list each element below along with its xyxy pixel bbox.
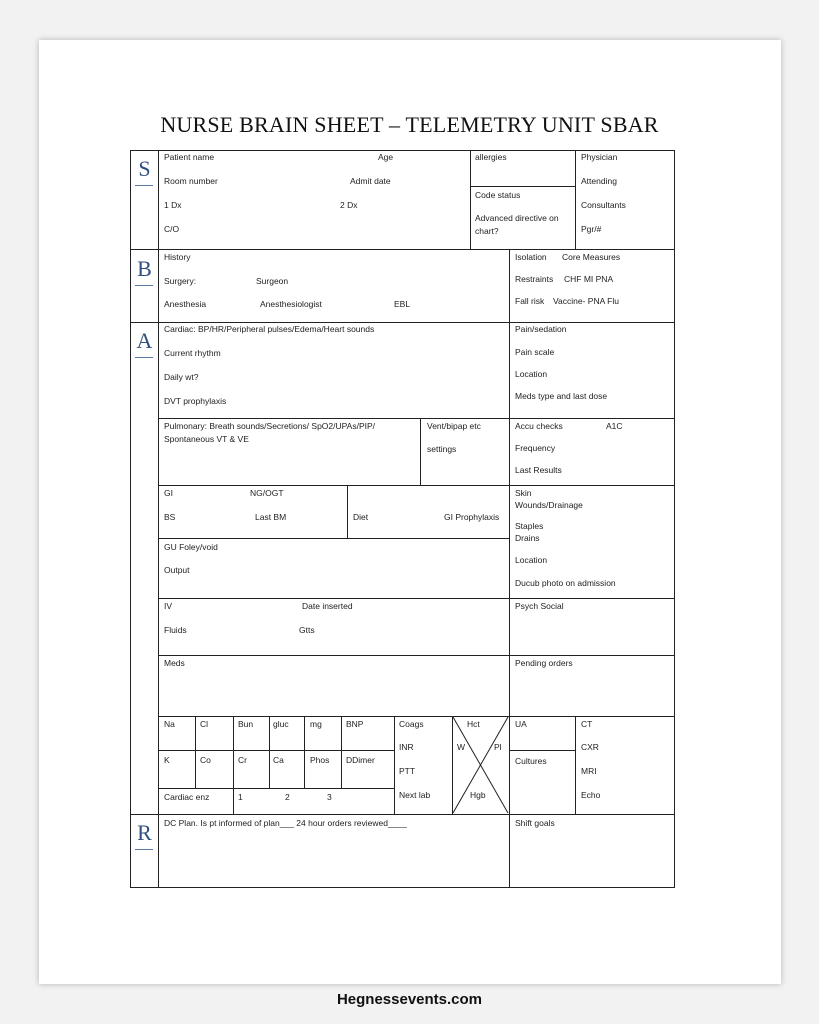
section-letter-a: A bbox=[136, 328, 153, 353]
field-label: Meds bbox=[164, 658, 185, 668]
lab-label: UA bbox=[515, 719, 527, 729]
field-label: Core Measures bbox=[562, 252, 621, 262]
field-label: NG/OGT bbox=[250, 488, 284, 498]
lab-label: BNP bbox=[346, 719, 364, 729]
field-label: Location bbox=[515, 555, 548, 565]
lab-label: INR bbox=[399, 742, 414, 752]
section-letter-underline bbox=[135, 285, 153, 286]
field-label: Diet bbox=[353, 512, 369, 522]
section-letter-s: S bbox=[138, 156, 151, 181]
field-label: Room number bbox=[164, 176, 218, 186]
footer-watermark: Hegnessevents.com bbox=[336, 991, 483, 1008]
field-label: Code status bbox=[475, 190, 521, 200]
lab-label: Ca bbox=[273, 755, 284, 765]
field-label: Physician bbox=[581, 152, 618, 162]
field-label: History bbox=[164, 252, 191, 262]
field-label: Fluids bbox=[164, 625, 187, 635]
section-letter-underline bbox=[135, 185, 153, 186]
field-label: C/O bbox=[164, 224, 180, 234]
field-label: Pulmonary: Breath sounds/Secretions/ SpO2/UPAs/PIP/ bbox=[164, 421, 376, 431]
field-label: Drains bbox=[515, 533, 540, 543]
field-label: Location bbox=[515, 369, 548, 379]
field-label: GI Prophylaxis bbox=[444, 512, 500, 522]
field-label: Pain/sedation bbox=[515, 324, 567, 334]
field-label: 1 Dx bbox=[164, 200, 182, 210]
field-label: Last Results bbox=[515, 465, 562, 475]
field-label: chart? bbox=[475, 226, 499, 236]
field-label: Age bbox=[378, 152, 394, 162]
field-label: GU Foley/void bbox=[164, 542, 218, 552]
field-label: EBL bbox=[394, 299, 411, 309]
lab-label: mg bbox=[310, 719, 322, 729]
field-label: Fall risk bbox=[515, 296, 545, 306]
lab-label: Pl bbox=[494, 742, 502, 752]
field-label: Pending orders bbox=[515, 658, 573, 668]
field-label: Frequency bbox=[515, 443, 556, 453]
field-label: Patient name bbox=[164, 152, 215, 162]
section-letter-b: B bbox=[137, 256, 152, 281]
field-label: Attending bbox=[581, 176, 617, 186]
field-label: Current rhythm bbox=[164, 348, 221, 358]
field-label: Advanced directive on bbox=[475, 213, 559, 223]
lab-label: Hct bbox=[467, 719, 480, 729]
field-label: Isolation bbox=[515, 252, 547, 262]
field-label: Consultants bbox=[581, 200, 626, 210]
field-label: Surgery: bbox=[164, 276, 197, 286]
field-label: Pgr/# bbox=[581, 224, 602, 234]
field-label: DC Plan. Is pt informed of plan___ 24 hour orders reviewed____ bbox=[164, 818, 407, 828]
field-label: Vaccine- PNA Flu bbox=[553, 296, 619, 306]
field-label: Daily wt? bbox=[164, 372, 199, 382]
field-label: Restraints bbox=[515, 274, 554, 284]
section-letter-underline bbox=[135, 849, 153, 850]
field-label: Wounds/Drainage bbox=[515, 500, 583, 510]
lab-label: 3 bbox=[327, 792, 332, 802]
field-label: Gtts bbox=[299, 625, 315, 635]
lab-label: Co bbox=[200, 755, 211, 765]
lab-label: CT bbox=[581, 719, 593, 729]
lab-label: Next lab bbox=[399, 790, 431, 800]
field-label: Ducub photo on admission bbox=[515, 578, 616, 588]
field-label: Output bbox=[164, 565, 190, 575]
lab-label: Na bbox=[164, 719, 175, 729]
lab-label: Coags bbox=[399, 719, 424, 729]
lab-label: W bbox=[457, 742, 466, 752]
lab-label: 1 bbox=[238, 792, 243, 802]
field-label: allergies bbox=[475, 152, 507, 162]
lab-label: Cultures bbox=[515, 756, 547, 766]
field-label: Anesthesia bbox=[164, 299, 207, 309]
lab-label: PTT bbox=[399, 766, 416, 776]
field-label: Anesthesiologist bbox=[260, 299, 322, 309]
lab-label: Hgb bbox=[470, 790, 486, 800]
field-label: Psych Social bbox=[515, 601, 564, 611]
lab-label: Cl bbox=[200, 719, 209, 729]
field-label: CHF MI PNA bbox=[564, 274, 614, 284]
lab-label: 2 bbox=[285, 792, 290, 802]
field-label: Staples bbox=[515, 521, 544, 531]
lab-label: Cardiac enz bbox=[164, 792, 210, 802]
field-label: Vent/bipap etc bbox=[427, 421, 481, 431]
lab-label: gluc bbox=[273, 719, 289, 729]
field-label: Date inserted bbox=[302, 601, 353, 611]
section-letter-underline bbox=[135, 357, 153, 358]
field-label: Accu checks bbox=[515, 421, 563, 431]
lab-label: Echo bbox=[581, 790, 601, 800]
field-label: BS bbox=[164, 512, 176, 522]
lab-label: DDimer bbox=[346, 755, 375, 765]
field-label: Cardiac: BP/HR/Peripheral pulses/Edema/Heart sounds bbox=[164, 324, 375, 334]
lab-label: MRI bbox=[581, 766, 597, 776]
lab-label: Cr bbox=[238, 755, 247, 765]
field-label: IV bbox=[164, 601, 173, 611]
section-letter-r: R bbox=[137, 820, 152, 845]
lab-label: Phos bbox=[310, 755, 330, 765]
field-label: Shift goals bbox=[515, 818, 555, 828]
field-label: Spontaneous VT & VE bbox=[164, 434, 249, 444]
lab-label: Bun bbox=[238, 719, 254, 729]
lab-label: CXR bbox=[581, 742, 599, 752]
field-label: Admit date bbox=[350, 176, 391, 186]
field-label: settings bbox=[427, 444, 457, 454]
field-label: Skin bbox=[515, 488, 532, 498]
field-label: Surgeon bbox=[256, 276, 289, 286]
field-label: Pain scale bbox=[515, 347, 555, 357]
field-label: A1C bbox=[606, 421, 623, 431]
field-label: DVT prophylaxis bbox=[164, 396, 227, 406]
field-label: Meds type and last dose bbox=[515, 391, 608, 401]
field-label: Last BM bbox=[255, 512, 287, 522]
field-label: GI bbox=[164, 488, 173, 498]
page-title: NURSE BRAIN SHEET – TELEMETRY UNIT SBAR bbox=[160, 112, 659, 137]
lab-label: K bbox=[164, 755, 170, 765]
field-label: 2 Dx bbox=[340, 200, 358, 210]
